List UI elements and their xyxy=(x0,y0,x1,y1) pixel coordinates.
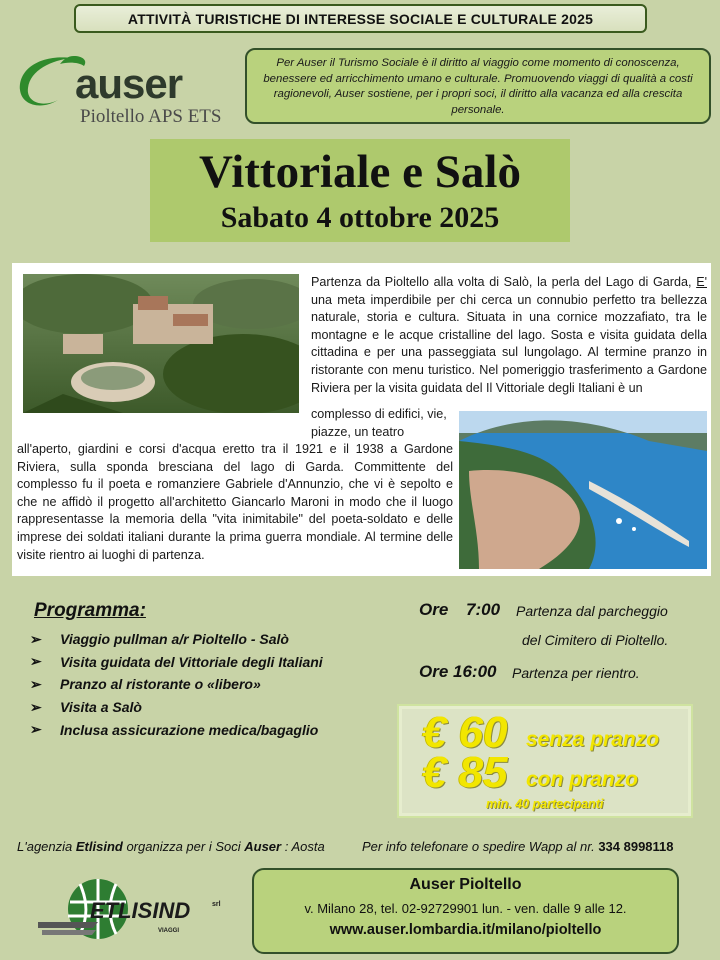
min-participants: min. 40 partecipanti xyxy=(486,797,604,811)
page-title: Vittoriale e Salò xyxy=(199,146,521,198)
logo-wordmark: auser xyxy=(75,60,183,107)
arrow-bullet-icon: ➢ xyxy=(30,630,42,647)
programma-title: Programma: xyxy=(34,600,146,621)
event-date: Sabato 4 ottobre 2025 xyxy=(220,201,500,234)
svg-text:ETLISIND: ETLISIND xyxy=(90,898,191,923)
salo-lake-image xyxy=(459,411,707,569)
schedule-ore2-text: Partenza per rientro. xyxy=(512,665,640,681)
footer-org-name: Auser Pioltello xyxy=(409,876,522,893)
arrow-bullet-icon: ➢ xyxy=(30,721,42,738)
programma-list xyxy=(30,628,390,741)
list-item: ➢ Visita a Salò xyxy=(30,698,142,716)
price-without-lunch: € 60 xyxy=(422,708,508,757)
footer-website-link[interactable]: www.auser.lombardia.it/milano/pioltello xyxy=(329,922,602,938)
description-part-c: all'aperto, giardini e corsi d'acqua eretto tra il 1921 e il 1938 a Gardone Riviera, sulla sponda bresciana del lago di Garda. Committente del complesso fu il poeta e romanziere Gabriele d'Annunzio, che vi è sepolto e che ne affidò il progetto all'architetto Giancarlo Maroni in modo che il luogo rappresentasse la memoria della "vita inimitabile" del poeta-soldato e delle imprese dei soldati italiani durante la prima guerra mondiale. Al termine delle visite rientro ai luoghi di partenza. xyxy=(17,442,453,562)
arrow-bullet-icon: ➢ xyxy=(30,653,42,670)
price-with-lunch-note: con pranzo xyxy=(526,768,639,791)
list-item: ➢ Visita guidata del Vittoriale degli Italiani xyxy=(30,653,323,670)
footer-contact-box xyxy=(252,868,679,954)
arrow-bullet-icon: ➢ xyxy=(30,698,42,715)
schedule-ore2-label: Ore 16:00 xyxy=(419,662,497,681)
vittoriale-aerial-image xyxy=(23,274,299,413)
list-item: ➢ Inclusa assicurazione medica/bagaglio xyxy=(30,721,319,738)
phone-number: 334 8998118 xyxy=(598,839,674,854)
description-part-b: complesso di edifici, vie, piazze, un teatro xyxy=(311,407,447,439)
footer-address: v. Milano 28, tel. 02-92729901 lun. - ven. dalle 9 alle 12. xyxy=(304,901,627,916)
schedule-ore1-text: Partenza dal parcheggio xyxy=(516,603,668,619)
svg-text:srl: srl xyxy=(212,901,221,908)
price-without-lunch-note: senza pranzo xyxy=(526,728,660,751)
list-item: ➢ Pranzo al ristorante o «libero» xyxy=(30,675,261,693)
description-part-a xyxy=(311,274,707,397)
agency-line: L'agenzia Etlisind organizza per i Soci Auser : Aosta xyxy=(17,839,325,854)
top-banner xyxy=(74,4,647,33)
desc-text-a2: una meta imperdibile per chi cerca un connubio perfetto tra bellezza naturale, storia e cultura. Situata in una cornice mozzafiato, tra le montagne e le acque cristalline del lago. Sosta e visita guidata della cittadina e per una passeggiata sul lungolago. Al termine pranzo in ristorante con menu turistico. Nel pomeriggio trasferimento a Gardone Riviera per la visita guidata del Il Vittoriale degli Italiani è un xyxy=(311,292,707,395)
etlisind-logo xyxy=(38,872,248,946)
price-with-lunch: € 85 xyxy=(422,748,508,797)
mission-statement: Per Auser il Turismo Sociale è il diritto al viaggio come momento di conoscenza, benessere ed arricchimento umano e culturale. Promuovendo viaggi di qualità a costi ragionevoli, Auser sostiene, per i propri soci, il diritto alla vacanza ed alla crescita personale. xyxy=(245,48,711,124)
desc-text-a1: Partenza da Pioltello alla volta di Salò, la perla del Lago di Garda, xyxy=(311,275,697,289)
list-item: ➢ Viaggio pullman a/r Pioltello - Salò xyxy=(30,630,289,648)
schedule-ore1-label: Ore xyxy=(419,600,449,619)
svg-text:VIAGGI: VIAGGI xyxy=(158,928,180,934)
arrow-bullet-icon: ➢ xyxy=(30,675,42,692)
info-line: Per info telefonare o spedire Wapp al nr. 334 8998118 xyxy=(362,839,674,854)
schedule-ore1-text2: del Cimitero di Pioltello. xyxy=(522,632,669,648)
banner-text: ATTIVITÀ TURISTICHE DI INTERESSE SOCIALE E CULTURALE 2025 xyxy=(127,10,594,27)
desc-text-e: E' xyxy=(696,275,707,289)
title-box xyxy=(150,139,570,242)
logo-subtitle: Pioltello APS ETS xyxy=(80,106,222,127)
schedule-ore1-time: 7:00 xyxy=(466,600,501,619)
